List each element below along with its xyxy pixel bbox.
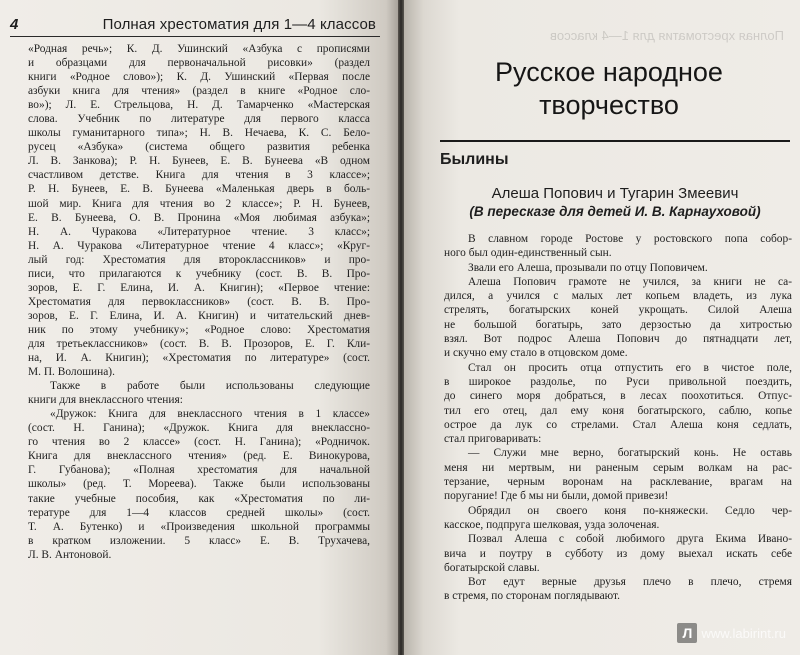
- text-line: азбуки книга для чтения» (раздел в книге «Родное сло-: [28, 85, 370, 98]
- text-line: Т. А. Бутенко) и «Произведения школьной программы: [28, 520, 370, 533]
- text-line: Алеша Попович грамоте не учился, за книги не са-: [468, 275, 792, 288]
- text-line: Позвал Алеша с собой любимого друга Екима Ивано-: [468, 533, 792, 546]
- text-line: стрелять, богатырских коней укрощать. Силой Алеша: [444, 304, 792, 317]
- text-line: Звали его Алеша, прозывали по отцу Поповичем.: [468, 261, 708, 274]
- watermark-text: www.labirint.ru: [701, 625, 786, 641]
- page-number: 4: [10, 16, 19, 33]
- text-line: тературе для 1—4 классов средней школы» (сост.: [28, 506, 370, 519]
- text-line: в широкое раздолье, по Руси привольной поездить,: [444, 375, 792, 388]
- text-line: го чтения во 2 классе» (сост. Н. Ганина); «Родничок.: [28, 436, 370, 449]
- section-title-line: Русское народное: [495, 57, 723, 87]
- text-line: острое да лук со стрелами. Стал Алеша коня седлать,: [444, 418, 792, 431]
- text-line: В славном городе Ростове у ростовского попа собор-: [468, 233, 792, 245]
- text-line: такие учебные пособия, как «Хрестоматия по ли-: [28, 492, 370, 505]
- text-line: на, И. А. Книгин); «Хрестоматия по литературе» (сост.: [28, 352, 370, 365]
- right-page: [404, 0, 800, 655]
- text-line: писи, что прилагаются к учебнику (сост. В. В. Про-: [28, 267, 370, 280]
- left-body-text: [28, 42, 370, 562]
- text-line: Также в работе были использованы следующие: [50, 380, 370, 393]
- genre-heading: Былины: [440, 140, 790, 174]
- text-line: меня ни мертвым, ни раненым серым волкам на рас-: [444, 461, 792, 474]
- text-line: Вот едут верные друзья плечо в плечо, стремя: [468, 576, 792, 589]
- text-line: стал приговаривать:: [444, 433, 542, 446]
- text-line: Книга для внеклассного чтения» (ред. Е. Винокурова,: [28, 450, 370, 463]
- text-line: Обрядил он своего коня по-княжески. Седло чер-: [468, 504, 792, 517]
- text-line: Л. В. Занкова); Р. Н. Бунеев, Е. В. Бунеева «В одном: [28, 155, 370, 168]
- text-line: шой мир. Книга для чтения во 2 классе»; Р. Н. Бунеев,: [28, 197, 370, 210]
- text-line: зоров, Е. Г. Елина, И. А. Книгин) и читательский днев-: [28, 309, 370, 322]
- text-line: школы гуманитарного типа»; Н. В. Нечаева, К. С. Бело-: [28, 127, 370, 140]
- text-line: взял. Вот подрос Алеша Попович до пятнадцати лет,: [444, 333, 792, 346]
- left-page: [0, 0, 398, 655]
- story-title-block: [440, 184, 790, 221]
- text-line: М. П. Волошина).: [28, 366, 115, 379]
- text-line: тил его отец, дал ему коня богатырского, саблю, копье: [444, 404, 792, 417]
- text-line: слова. Учебник по литературе для первого класса: [28, 113, 370, 126]
- story-subtitle: (В пересказе для детей И. В. Карнауховой): [469, 204, 761, 219]
- text-line: Хрестоматия для первоклассников» (сост. В. В. Про-: [28, 295, 370, 308]
- text-line: Е. В. Бунеева, О. В. Пронина «Моя любимая азбука»;: [28, 211, 370, 224]
- running-head: [10, 6, 380, 37]
- text-line: (сост. Н. Ганина); «Дружок. Книга для внеклассно-: [28, 422, 370, 435]
- text-line: богатырской славы.: [444, 561, 540, 574]
- section-title: [494, 56, 724, 122]
- text-line: Г. Губанова); «Полная хрестоматия для начальной: [28, 464, 370, 477]
- right-body-text: [444, 232, 792, 604]
- text-line: для третьеклассников» (сост. В. В. Прозоров, Е. Г. Кли-: [28, 337, 370, 350]
- text-line: Н. А. Чуракова «Литературное чтение 4 класс»; «Круг-: [28, 239, 370, 252]
- text-line: школы» (ред. Т. Мореева). Также были использованы: [28, 478, 370, 491]
- text-line: счастливом детстве. Книга для чтения в 3 классе»;: [28, 169, 370, 182]
- text-line: Н. А. Чуракова «Литературное чтение. 3 класс»;: [28, 225, 370, 238]
- book-title: Полная хрестоматия для 1—4 классов: [102, 16, 376, 33]
- text-line: русец «Азбука» (система общего развития ребенка: [28, 141, 370, 154]
- text-line: Р. Н. Бунеев, Е. В. Бунеева «Маленькая дверь в боль-: [28, 183, 370, 196]
- text-line: книги для внеклассного чтения:: [28, 394, 183, 407]
- text-line: лый год: Хрестоматия для второклассников» и про-: [28, 253, 370, 266]
- site-watermark: [677, 623, 786, 643]
- text-line: вича и поутру в субботу из дому выехал искать себе: [444, 547, 792, 560]
- text-line: — Служи мне верно, богатырский конь. Не оставь: [468, 447, 792, 460]
- text-line: книги «Родное слово»); К. Д. Ушинский «Первая после: [28, 71, 370, 84]
- text-line: во»); Л. Е. Стрельцова, Н. Д. Тамарченко «Мастерская: [28, 99, 370, 112]
- text-line: ного был один-единственный сын.: [444, 247, 612, 260]
- text-line: не большой богатырь, зато дерзостью да хитростью: [444, 318, 792, 331]
- text-line: Л. В. Антоновой.: [28, 548, 112, 561]
- text-line: дился, а учился с малых лет копьем владеть, из лука: [444, 290, 792, 303]
- labirint-logo-icon: Л: [677, 623, 697, 643]
- text-line: терзание, черным воронам на расклевание, врагам на: [444, 476, 792, 489]
- text-line: зоров, Е. Г. Елина, И. А. Книгин); «Первое чтение:: [28, 281, 370, 294]
- text-line: «Родная речь»; К. Д. Ушинский «Азбука с прописями: [28, 43, 370, 55]
- bleed-through-head: Полная хрестоматия для 1—4 классов: [549, 28, 784, 43]
- text-line: «Дружок: Книга для внеклассного чтения в 1 классе»: [50, 408, 370, 421]
- text-line: и скучно ему стало в отцовском доме.: [444, 347, 628, 360]
- text-line: и образцами для первоначальной рисовки» (раздел: [28, 57, 370, 70]
- text-line: ник по этому учебнику»; «Родное слово: Хрестоматия: [28, 323, 370, 336]
- text-line: поругание! Где б мы ни были, домой привези!: [444, 490, 669, 503]
- text-line: Стал он просить отца отпустить его в чистое поле,: [468, 361, 792, 374]
- text-line: в стремя, по сторонам поглядывают.: [444, 590, 620, 603]
- text-line: в кратком изложении. 5 класс» Е. В. Трухачева,: [28, 534, 370, 547]
- text-line: до синего моря добраться, в лесах поохотиться. Отпус-: [444, 390, 792, 403]
- section-title-line: творчество: [539, 90, 679, 120]
- text-line: касское, подпруга шелковая, узда золоченая.: [444, 518, 660, 531]
- story-title: Алеша Попович и Тугарин Змеевич: [491, 185, 739, 202]
